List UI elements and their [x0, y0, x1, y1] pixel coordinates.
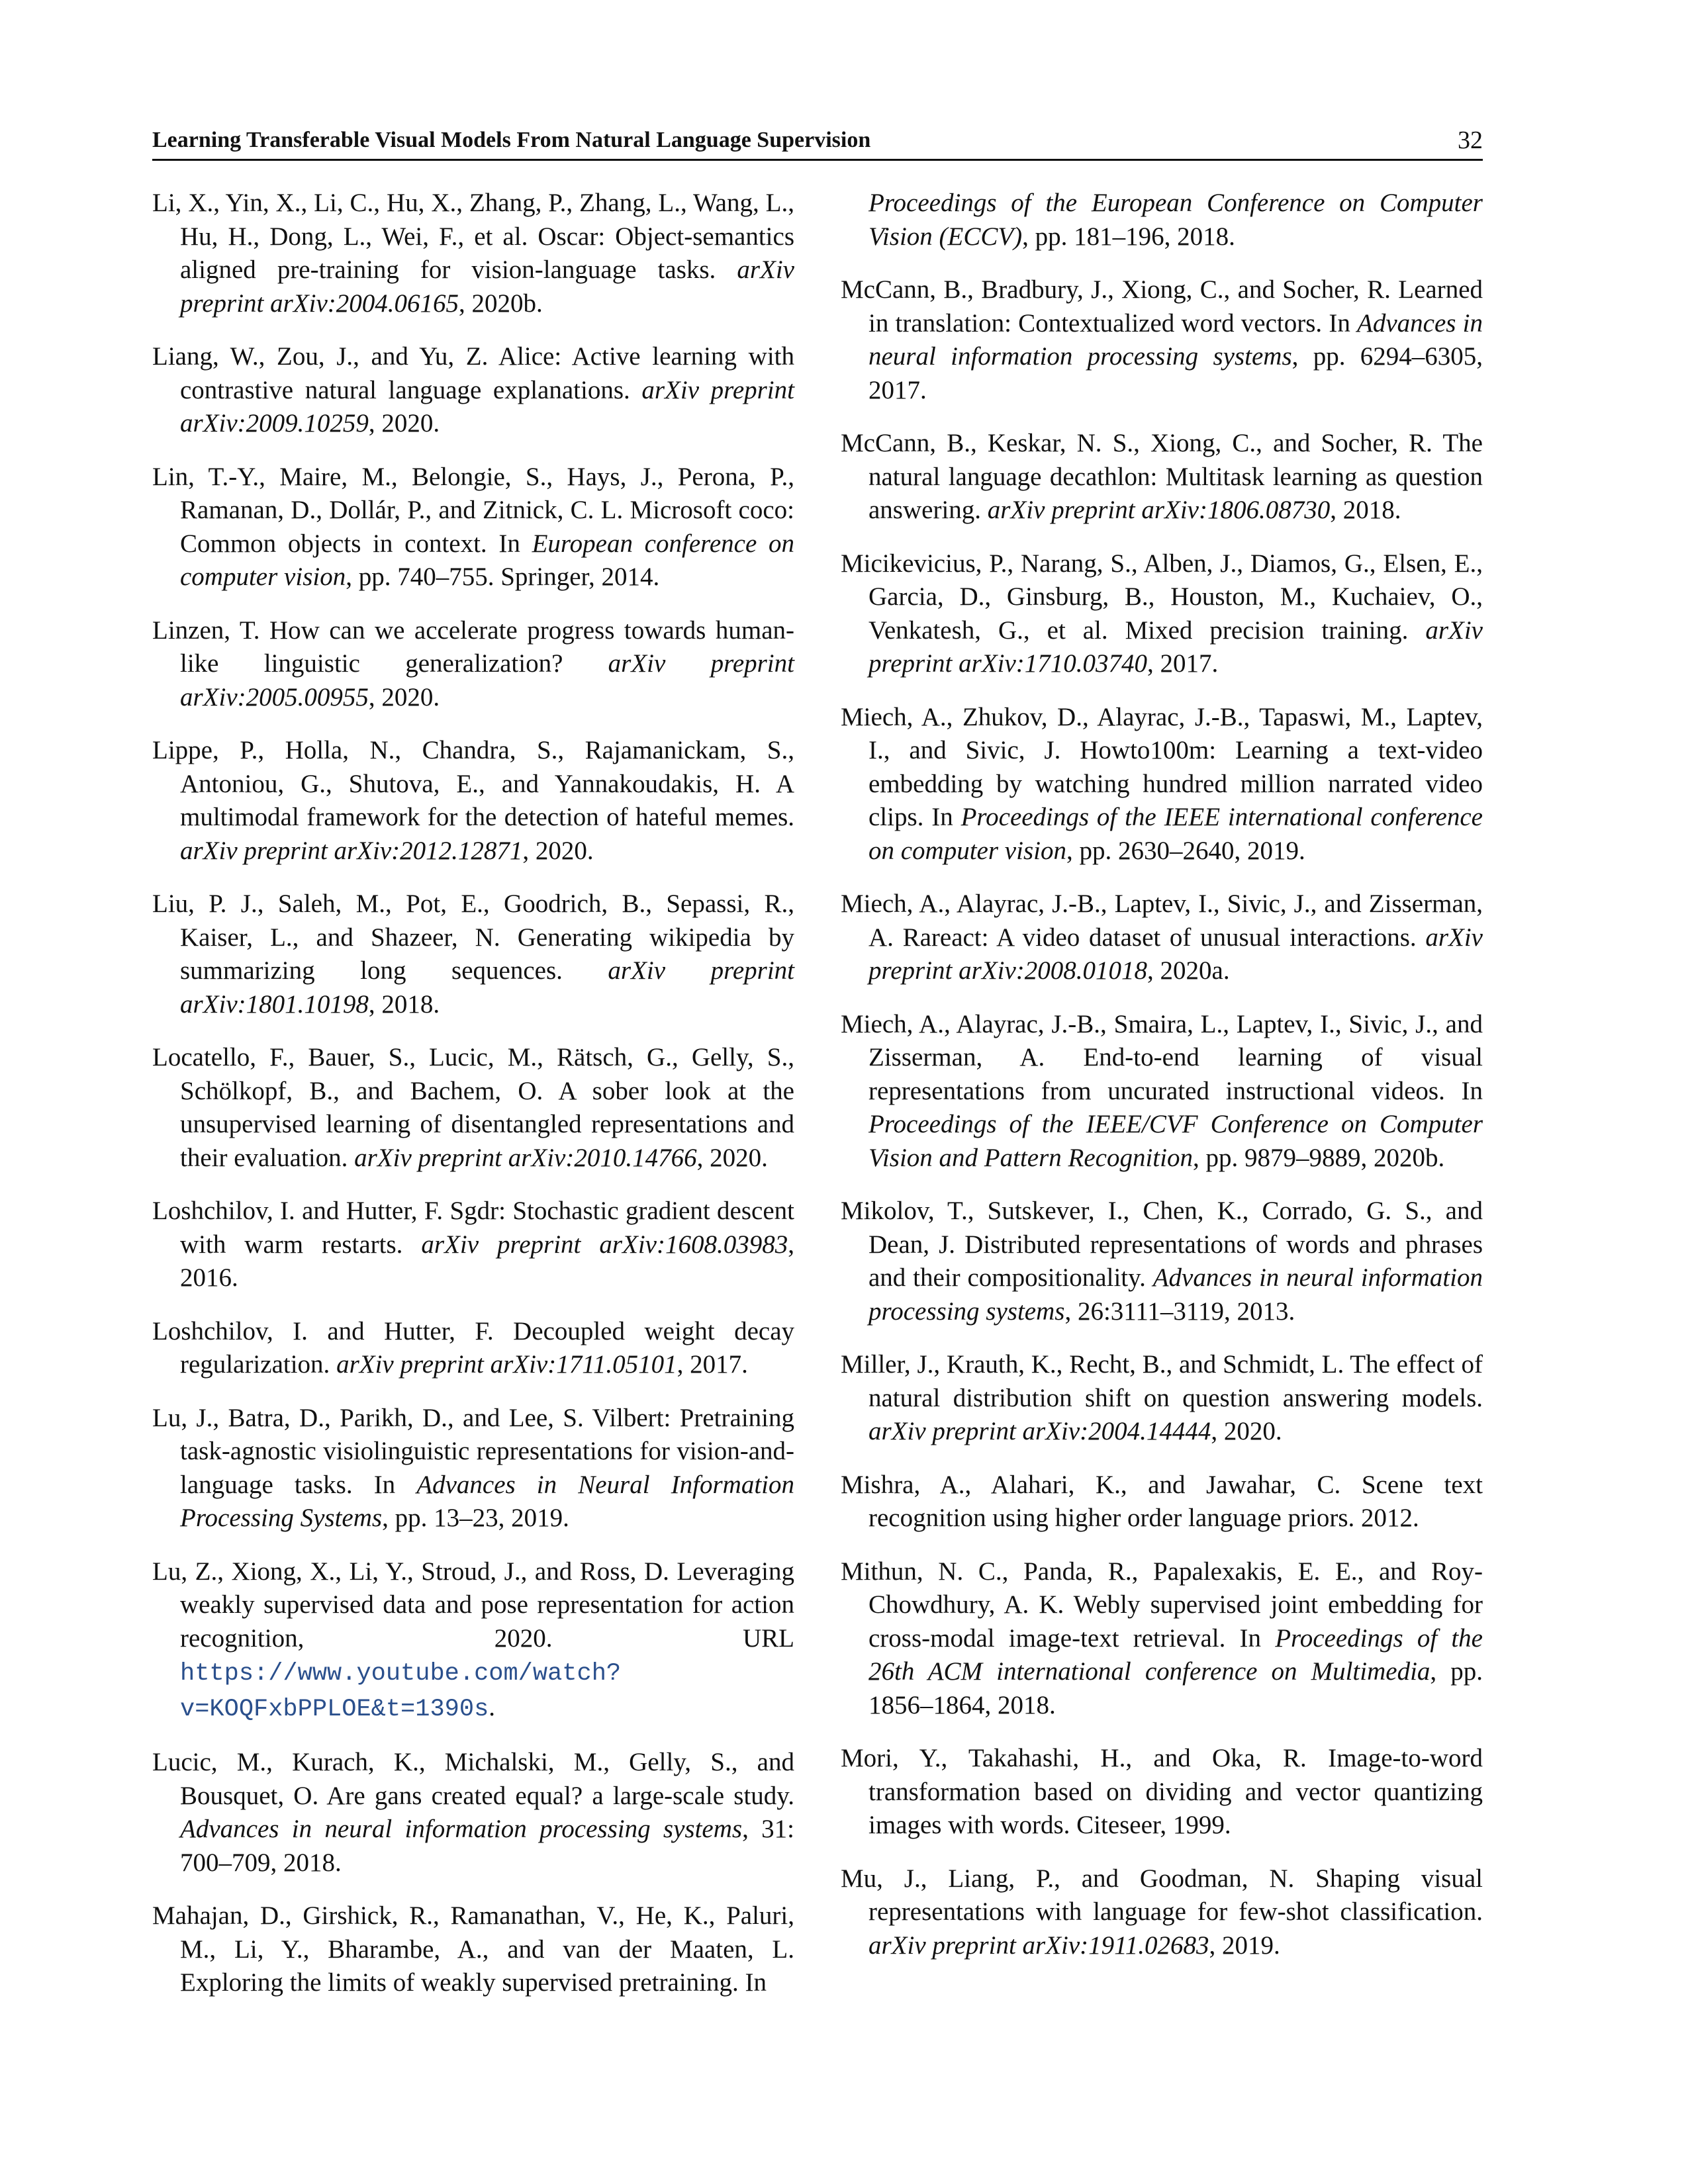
reference-entry [841, 1862, 1483, 1963]
reference-entry [841, 187, 1483, 253]
reference-authors-title: Miller, J., Krauth, K., Recht, B., and Schmidt, L. The effect of natural distribution shift on question answering models. [841, 1350, 1483, 1412]
reference-details: , pp. 740–755. Springer, 2014. [346, 563, 660, 591]
reference-entry [841, 887, 1483, 988]
reference-entry [841, 1195, 1483, 1328]
reference-authors-title: Liang, W., Zou, J., and Yu, Z. Alice: Active learning with contrastive natural language explanations. [152, 342, 794, 404]
reference-venue: arXiv preprint arXiv:2005.00955 [180, 649, 794, 711]
reference-details: , pp. 181–196, 2018. [1022, 222, 1235, 251]
reference-entry [841, 1348, 1483, 1449]
reference-entry [152, 887, 794, 1021]
reference-entry [841, 1742, 1483, 1843]
reference-entry [841, 1008, 1483, 1175]
reference-entry [152, 1402, 794, 1535]
running-title: Learning Transferable Visual Models From Natural Language Supervision [152, 128, 871, 152]
reference-entry [152, 1746, 794, 1880]
reference-authors-title: Miech, A., Zhukov, D., Alayrac, J.-B., Tapaswi, M., Laptev, I., and Sivic, J. Howto100m: Learning a text-video embedding by watching hundred million narrated video clips. In [841, 702, 1483, 831]
reference-venue: arXiv preprint arXiv:2008.01018 [868, 923, 1483, 985]
reference-entry [152, 187, 794, 320]
reference-entry [152, 1041, 794, 1175]
reference-authors-title: Loshchilov, I. and Hutter, F. Decoupled weight decay regularization. [152, 1316, 794, 1379]
reference-details: , 2020b. [459, 289, 543, 318]
reference-url-link[interactable]: https://www.youtube.com/watch?v=KOQFxbPPLOE&t=1390s [180, 1660, 622, 1723]
reference-authors-title: McCann, B., Keskar, N. S., Xiong, C., and Socher, R. The natural language decathlon: Multitask learning as question answering. [841, 429, 1483, 524]
reference-authors-title: Lu, Z., Xiong, X., Li, Y., Stroud, J., and Ross, D. Leveraging weakly supervised data and pose representation for action recognition, 2020. URL [152, 1557, 794, 1653]
reference-venue: arXiv preprint arXiv:2012.12871 [180, 836, 523, 865]
reference-entry [841, 1555, 1483, 1723]
reference-details: , pp. 9879–9889, 2020b. [1192, 1143, 1445, 1172]
reference-entry [841, 701, 1483, 868]
reference-authors-title: Miech, A., Alayrac, J.-B., Smaira, L., Laptev, I., Sivic, J., and Zisserman, A. End-to-end learning of visual representations from uncurated instructional videos. In [841, 1009, 1483, 1105]
reference-venue: Advances in neural information processing systems [868, 308, 1483, 371]
reference-authors-title: Mishra, A., Alahari, K., and Jawahar, C. Scene text recognition using higher order language priors. 2012. [841, 1470, 1483, 1532]
reference-authors-title: Liu, P. J., Saleh, M., Pot, E., Goodrich, B., Sepassi, R., Kaiser, L., and Shazeer, N. Generating wikipedia by summarizing long sequences. [152, 889, 794, 985]
reference-details: , 31: 700–709, 2018. [180, 1815, 795, 1877]
reference-venue: arXiv preprint arXiv:1806.08730 [987, 496, 1331, 524]
reference-details: , 2020a. [1147, 956, 1230, 985]
reference-authors-title: Lippe, P., Holla, N., Chandra, S., Rajamanickam, S., Antoniou, G., Shutova, E., and Yannakoudakis, H. A multimodal framework for the detection of hateful memes. [152, 736, 794, 831]
reference-details: , 2020. [1211, 1417, 1282, 1445]
reference-venue: Proceedings of the European Conference on Computer Vision (ECCV) [868, 189, 1483, 251]
reference-authors-title: Miech, A., Alayrac, J.-B., Laptev, I., Sivic, J., and Zisserman, A. Rareact: A video dataset of unusual interactions. [841, 889, 1483, 952]
reference-venue: arXiv preprint arXiv:1710.03740 [868, 615, 1483, 678]
reference-details: , 2016. [180, 1230, 794, 1292]
page-number: 32 [1458, 126, 1483, 154]
reference-details: , pp. 6294–6305, 2017. [868, 342, 1483, 404]
reference-details: , 2017. [1147, 649, 1219, 678]
reference-venue: arXiv preprint arXiv:2010.14766 [354, 1143, 697, 1172]
reference-entry [152, 734, 794, 868]
reference-venue: arXiv preprint arXiv:1911.02683 [868, 1931, 1209, 1960]
reference-venue: arXiv preprint arXiv:1711.05101 [336, 1350, 677, 1379]
reference-entry [152, 1555, 794, 1727]
references-right-column [841, 187, 1483, 1982]
reference-authors-title: Mu, J., Liang, P., and Goodman, N. Shaping visual representations with language for few-shot classification. [841, 1864, 1483, 1926]
reference-venue: Advances in Neural Information Processing Systems [180, 1470, 794, 1532]
reference-details: , 2020. [368, 409, 440, 437]
reference-details: , pp. 2630–2640, 2019. [1066, 836, 1305, 865]
reference-entry [841, 547, 1483, 681]
reference-authors-title: Lin, T.-Y., Maire, M., Belongie, S., Hays, J., Perona, P., Ramanan, D., Dollár, P., and Zitnick, C. L. Microsoft coco: Common objects in context. In [152, 462, 794, 558]
reference-authors-title: Li, X., Yin, X., Li, C., Hu, X., Zhang, P., Zhang, L., Wang, L., Hu, H., Dong, L., Wei, F., et al. Oscar: Object-semantics aligned pre-training for vision-language tasks. [152, 189, 794, 284]
reference-venue: Advances in neural information processing systems [180, 1815, 743, 1843]
reference-authors-title: Lucic, M., Kurach, K., Michalski, M., Gelly, S., and Bousquet, O. Are gans created equal? a large-scale study. [152, 1748, 794, 1810]
reference-details: . [489, 1692, 496, 1721]
reference-authors-title: Mikolov, T., Sutskever, I., Chen, K., Corrado, G. S., and Dean, J. Distributed representations of words and phrases and their compositionality. [841, 1197, 1483, 1292]
reference-venue: arXiv preprint arXiv:2004.14444 [868, 1417, 1211, 1445]
reference-authors-title: Lu, J., Batra, D., Parikh, D., and Lee, S. Vilbert: Pretraining task-agnostic visiolinguistic representations for vision-and-language tasks. In [152, 1403, 794, 1499]
reference-authors-title: Loshchilov, I. and Hutter, F. Sgdr: Stochastic gradient descent with warm restarts. [152, 1197, 794, 1259]
reference-details: , 2020. [368, 682, 440, 711]
reference-details: , 2020. [696, 1143, 768, 1172]
reference-venue: European conference on computer vision [180, 529, 795, 591]
reference-entry [841, 273, 1483, 407]
reference-authors-title: Mahajan, D., Girshick, R., Ramanathan, V., He, K., Paluri, M., Li, Y., Bharambe, A., and van der Maaten, L. Exploring the limits of weakly supervised pretraining. In [152, 1901, 794, 1997]
reference-authors-title: Mithun, N. C., Panda, R., Papalexakis, E. E., and Roy-Chowdhury, A. K. Webly supervised joint embedding for cross-modal image-text retrieval. In [841, 1557, 1483, 1653]
reference-details: , 2020. [522, 836, 594, 865]
reference-entry [152, 461, 794, 594]
reference-venue: Proceedings of the 26th ACM international conference on Multimedia [868, 1623, 1483, 1686]
reference-venue: arXiv preprint arXiv:1608.03983 [421, 1230, 788, 1259]
reference-entry [152, 340, 794, 441]
reference-venue: arXiv preprint arXiv:1801.10198 [180, 956, 794, 1019]
reference-entry [841, 427, 1483, 527]
reference-entry [152, 1899, 794, 2000]
reference-details: , 2019. [1209, 1931, 1280, 1960]
reference-authors-title: McCann, B., Bradbury, J., Xiong, C., and Socher, R. Learned in translation: Contextualized word vectors. In [841, 275, 1483, 338]
references-left-column [152, 187, 794, 2020]
running-header [152, 126, 1483, 161]
reference-details: , 2018. [1330, 496, 1401, 524]
reference-entry [152, 614, 794, 715]
reference-details: , 2017. [677, 1350, 748, 1379]
reference-authors-title: Locatello, F., Bauer, S., Lucic, M., Rätsch, G., Gelly, S., Schölkopf, B., and Bachem, O. A sober look at the unsupervised learning of disentangled representations and their evaluation. [152, 1043, 794, 1172]
reference-authors-title: Micikevicius, P., Narang, S., Alben, J., Diamos, G., Elsen, E., Garcia, D., Ginsburg, B., Houston, M., Kuchaiev, O., Venkatesh, G., et al. Mixed precision training. [841, 549, 1483, 645]
reference-entry [841, 1469, 1483, 1535]
reference-details: , 26:3111–3119, 2013. [1064, 1297, 1295, 1326]
reference-authors-title: Mori, Y., Takahashi, H., and Oka, R. Image-to-word transformation based on dividing and vector quantizing images with words. Citeseer, 1999. [841, 1744, 1483, 1839]
reference-venue: arXiv preprint arXiv:2009.10259 [180, 375, 794, 437]
reference-entry [152, 1315, 794, 1382]
reference-entry [152, 1195, 794, 1295]
reference-details: , pp. 1856–1864, 2018. [868, 1657, 1483, 1719]
reference-venue: Proceedings of the IEEE international conference on computer vision [868, 803, 1483, 865]
reference-authors-title: Linzen, T. How can we accelerate progress towards human-like linguistic generalization? [152, 615, 794, 678]
reference-details: , 2018. [368, 989, 440, 1019]
reference-venue: Proceedings of the IEEE/CVF Conference on Computer Vision and Pattern Recognition [868, 1110, 1483, 1172]
reference-venue: Advances in neural information processing systems [868, 1263, 1483, 1326]
reference-venue: arXiv preprint arXiv:2004.06165 [180, 255, 794, 318]
reference-details: , pp. 13–23, 2019. [382, 1504, 569, 1532]
